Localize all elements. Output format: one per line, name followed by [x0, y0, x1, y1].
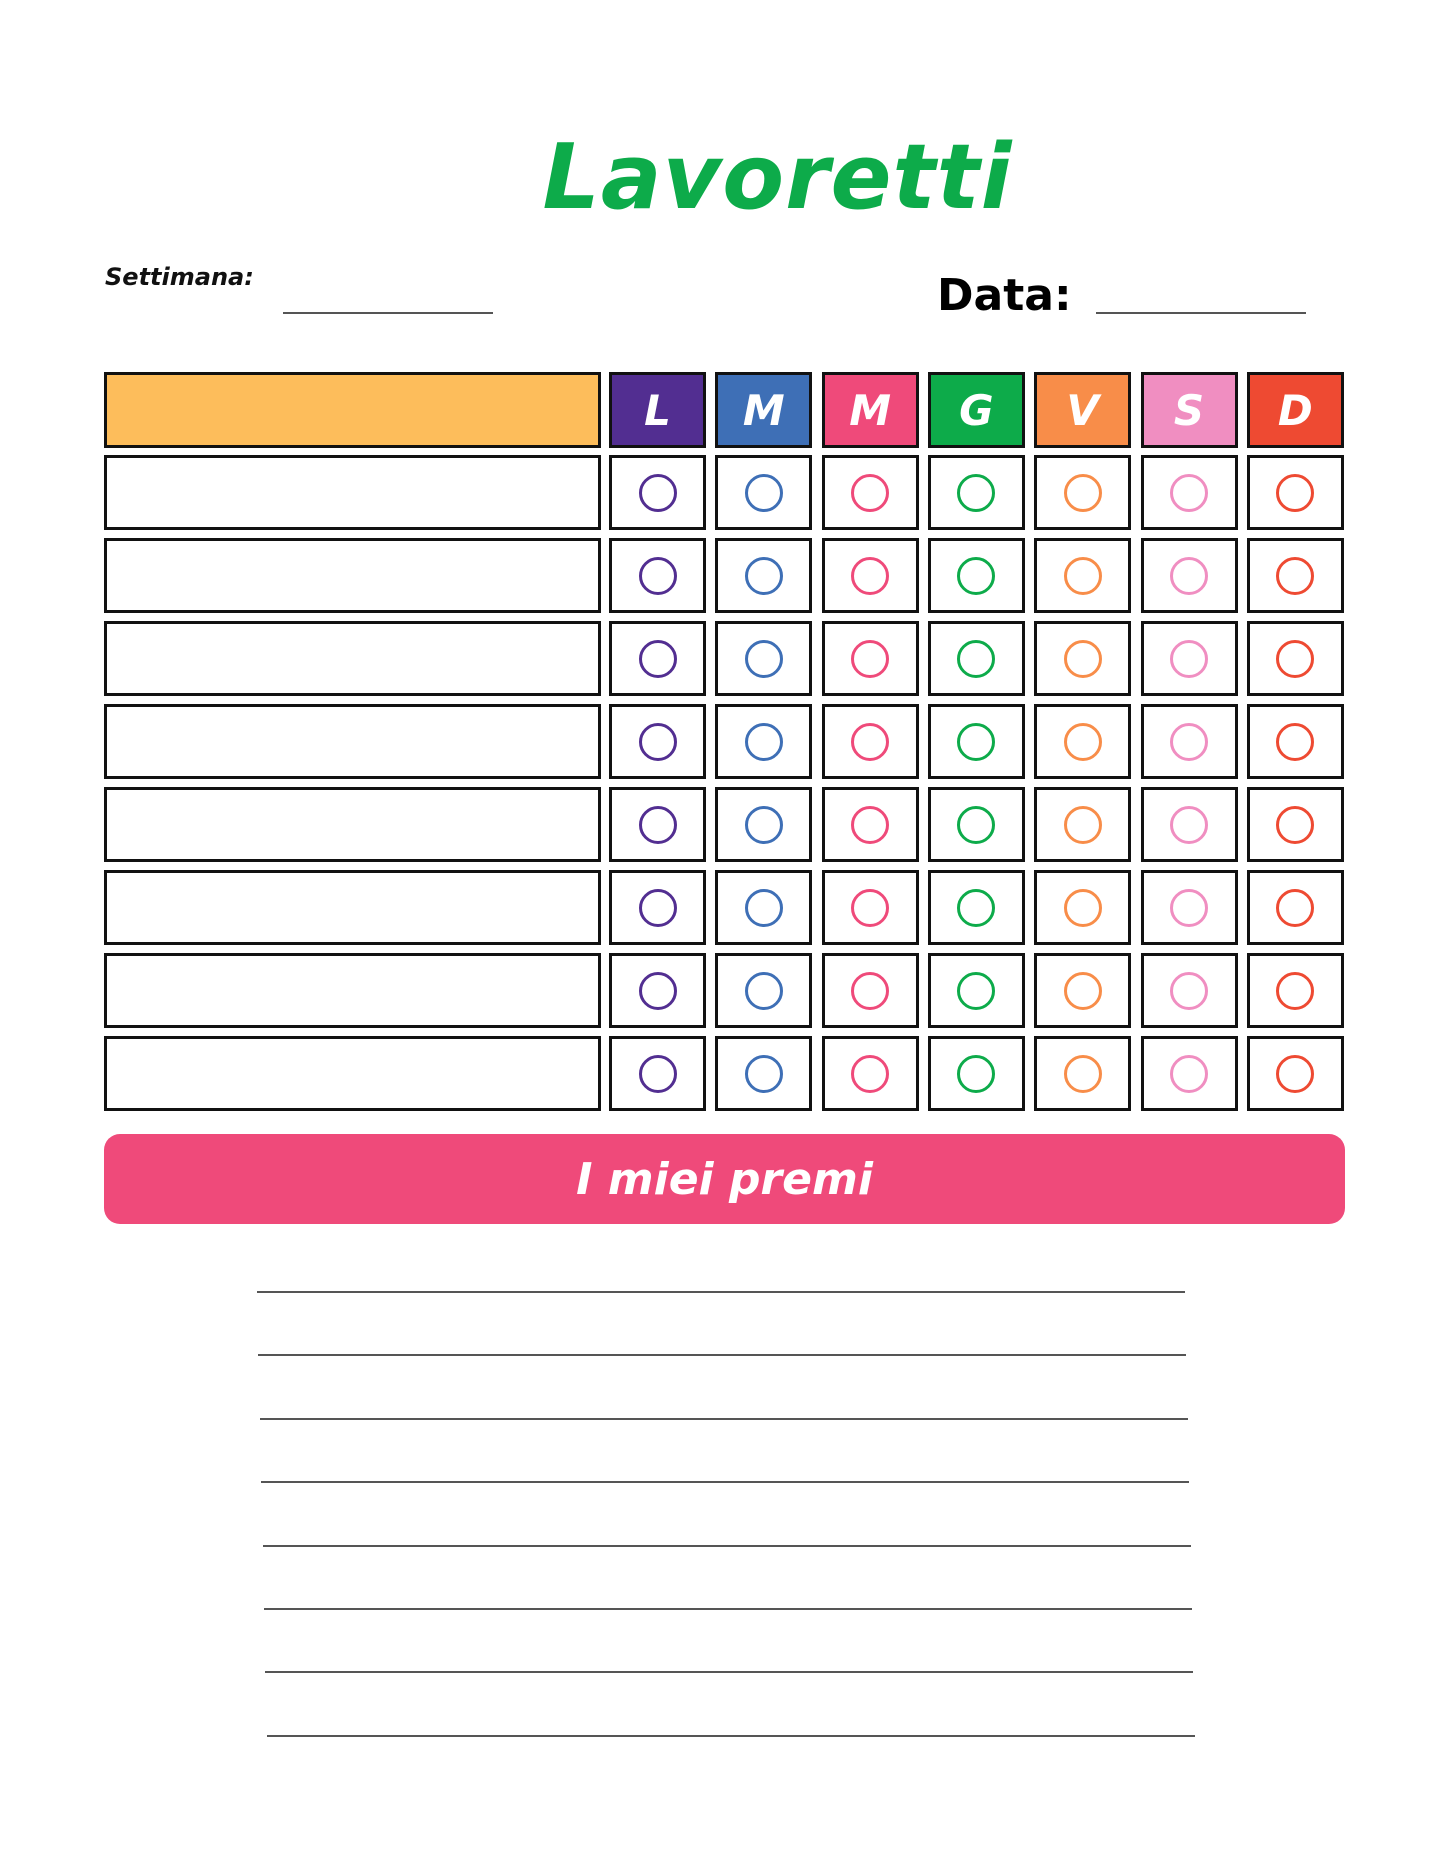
checkbox-circle-icon[interactable]: [639, 806, 677, 844]
checkbox-circle-icon[interactable]: [1170, 557, 1208, 595]
checkbox-circle-icon[interactable]: [745, 806, 783, 844]
checkbox-circle-icon[interactable]: [639, 723, 677, 761]
checkbox-circle-icon[interactable]: [745, 474, 783, 512]
checkbox-circle-icon[interactable]: [745, 1055, 783, 1093]
checkbox-circle-icon[interactable]: [1064, 972, 1102, 1010]
checkbox-circle-icon[interactable]: [639, 972, 677, 1010]
day-header-3: G: [928, 372, 1025, 448]
checkbox-circle-icon[interactable]: [1064, 557, 1102, 595]
checkbox-circle-icon[interactable]: [1064, 889, 1102, 927]
day-header-5: S: [1141, 372, 1238, 448]
page-title: Lavoretti: [542, 125, 1013, 230]
week-label: Settimana:: [105, 263, 254, 291]
checkbox-circle-icon[interactable]: [957, 806, 995, 844]
checkbox-circle-icon[interactable]: [1276, 557, 1314, 595]
checkbox-circle-icon[interactable]: [957, 474, 995, 512]
checkbox-circle-icon[interactable]: [957, 640, 995, 678]
day-header-4: V: [1034, 372, 1131, 448]
checkbox-circle-icon[interactable]: [1276, 972, 1314, 1010]
checkbox-circle-icon[interactable]: [851, 723, 889, 761]
checkbox-circle-icon[interactable]: [1276, 806, 1314, 844]
checkbox-circle-icon[interactable]: [1170, 640, 1208, 678]
checkbox-circle-icon[interactable]: [745, 557, 783, 595]
checkbox-circle-icon[interactable]: [851, 557, 889, 595]
reward-write-line[interactable]: [257, 1291, 1185, 1293]
checkbox-circle-icon[interactable]: [639, 557, 677, 595]
week-input-line[interactable]: [283, 312, 493, 314]
checkbox-circle-icon[interactable]: [1170, 889, 1208, 927]
checkbox-circle-icon[interactable]: [851, 474, 889, 512]
reward-write-line[interactable]: [267, 1735, 1195, 1737]
checkbox-circle-icon[interactable]: [957, 889, 995, 927]
checkbox-circle-icon[interactable]: [1170, 806, 1208, 844]
checkbox-circle-icon[interactable]: [745, 889, 783, 927]
date-label: Data:: [937, 270, 1072, 321]
checkbox-circle-icon[interactable]: [957, 1055, 995, 1093]
checkbox-circle-icon[interactable]: [1064, 723, 1102, 761]
task-cell[interactable]: [104, 621, 601, 696]
checkbox-circle-icon[interactable]: [1276, 474, 1314, 512]
reward-write-line[interactable]: [260, 1418, 1188, 1420]
checkbox-circle-icon[interactable]: [1170, 972, 1208, 1010]
reward-write-line[interactable]: [265, 1671, 1193, 1673]
checkbox-circle-icon[interactable]: [957, 723, 995, 761]
checkbox-circle-icon[interactable]: [1170, 1055, 1208, 1093]
task-cell[interactable]: [104, 455, 601, 530]
checkbox-circle-icon[interactable]: [1064, 1055, 1102, 1093]
checkbox-circle-icon[interactable]: [1276, 1055, 1314, 1093]
reward-write-line[interactable]: [258, 1354, 1186, 1356]
reward-write-line[interactable]: [261, 1481, 1189, 1483]
reward-write-line[interactable]: [263, 1545, 1191, 1547]
checkbox-circle-icon[interactable]: [1276, 640, 1314, 678]
task-cell[interactable]: [104, 953, 601, 1028]
checkbox-circle-icon[interactable]: [1064, 640, 1102, 678]
task-cell[interactable]: [104, 787, 601, 862]
task-column-header: [104, 372, 601, 448]
checkbox-circle-icon[interactable]: [851, 889, 889, 927]
day-header-0: L: [609, 372, 706, 448]
checkbox-circle-icon[interactable]: [639, 1055, 677, 1093]
checkbox-circle-icon[interactable]: [639, 640, 677, 678]
checkbox-circle-icon[interactable]: [957, 557, 995, 595]
checkbox-circle-icon[interactable]: [851, 640, 889, 678]
checkbox-circle-icon[interactable]: [851, 1055, 889, 1093]
checkbox-circle-icon[interactable]: [1276, 889, 1314, 927]
day-header-6: D: [1247, 372, 1344, 448]
date-input-line[interactable]: [1096, 312, 1306, 314]
checkbox-circle-icon[interactable]: [1276, 723, 1314, 761]
checkbox-circle-icon[interactable]: [639, 474, 677, 512]
day-header-1: M: [715, 372, 812, 448]
checkbox-circle-icon[interactable]: [1170, 474, 1208, 512]
checkbox-circle-icon[interactable]: [851, 806, 889, 844]
checkbox-circle-icon[interactable]: [745, 723, 783, 761]
task-cell[interactable]: [104, 538, 601, 613]
task-cell[interactable]: [104, 704, 601, 779]
checkbox-circle-icon[interactable]: [1064, 806, 1102, 844]
rewards-title: I miei premi: [576, 1153, 873, 1205]
rewards-banner: [104, 1134, 1345, 1224]
checkbox-circle-icon[interactable]: [957, 972, 995, 1010]
checkbox-circle-icon[interactable]: [1064, 474, 1102, 512]
task-cell[interactable]: [104, 1036, 601, 1111]
task-cell[interactable]: [104, 870, 601, 945]
checkbox-circle-icon[interactable]: [745, 640, 783, 678]
checkbox-circle-icon[interactable]: [745, 972, 783, 1010]
checkbox-circle-icon[interactable]: [851, 972, 889, 1010]
day-header-2: M: [822, 372, 919, 448]
reward-write-line[interactable]: [264, 1608, 1192, 1610]
checkbox-circle-icon[interactable]: [639, 889, 677, 927]
checkbox-circle-icon[interactable]: [1170, 723, 1208, 761]
